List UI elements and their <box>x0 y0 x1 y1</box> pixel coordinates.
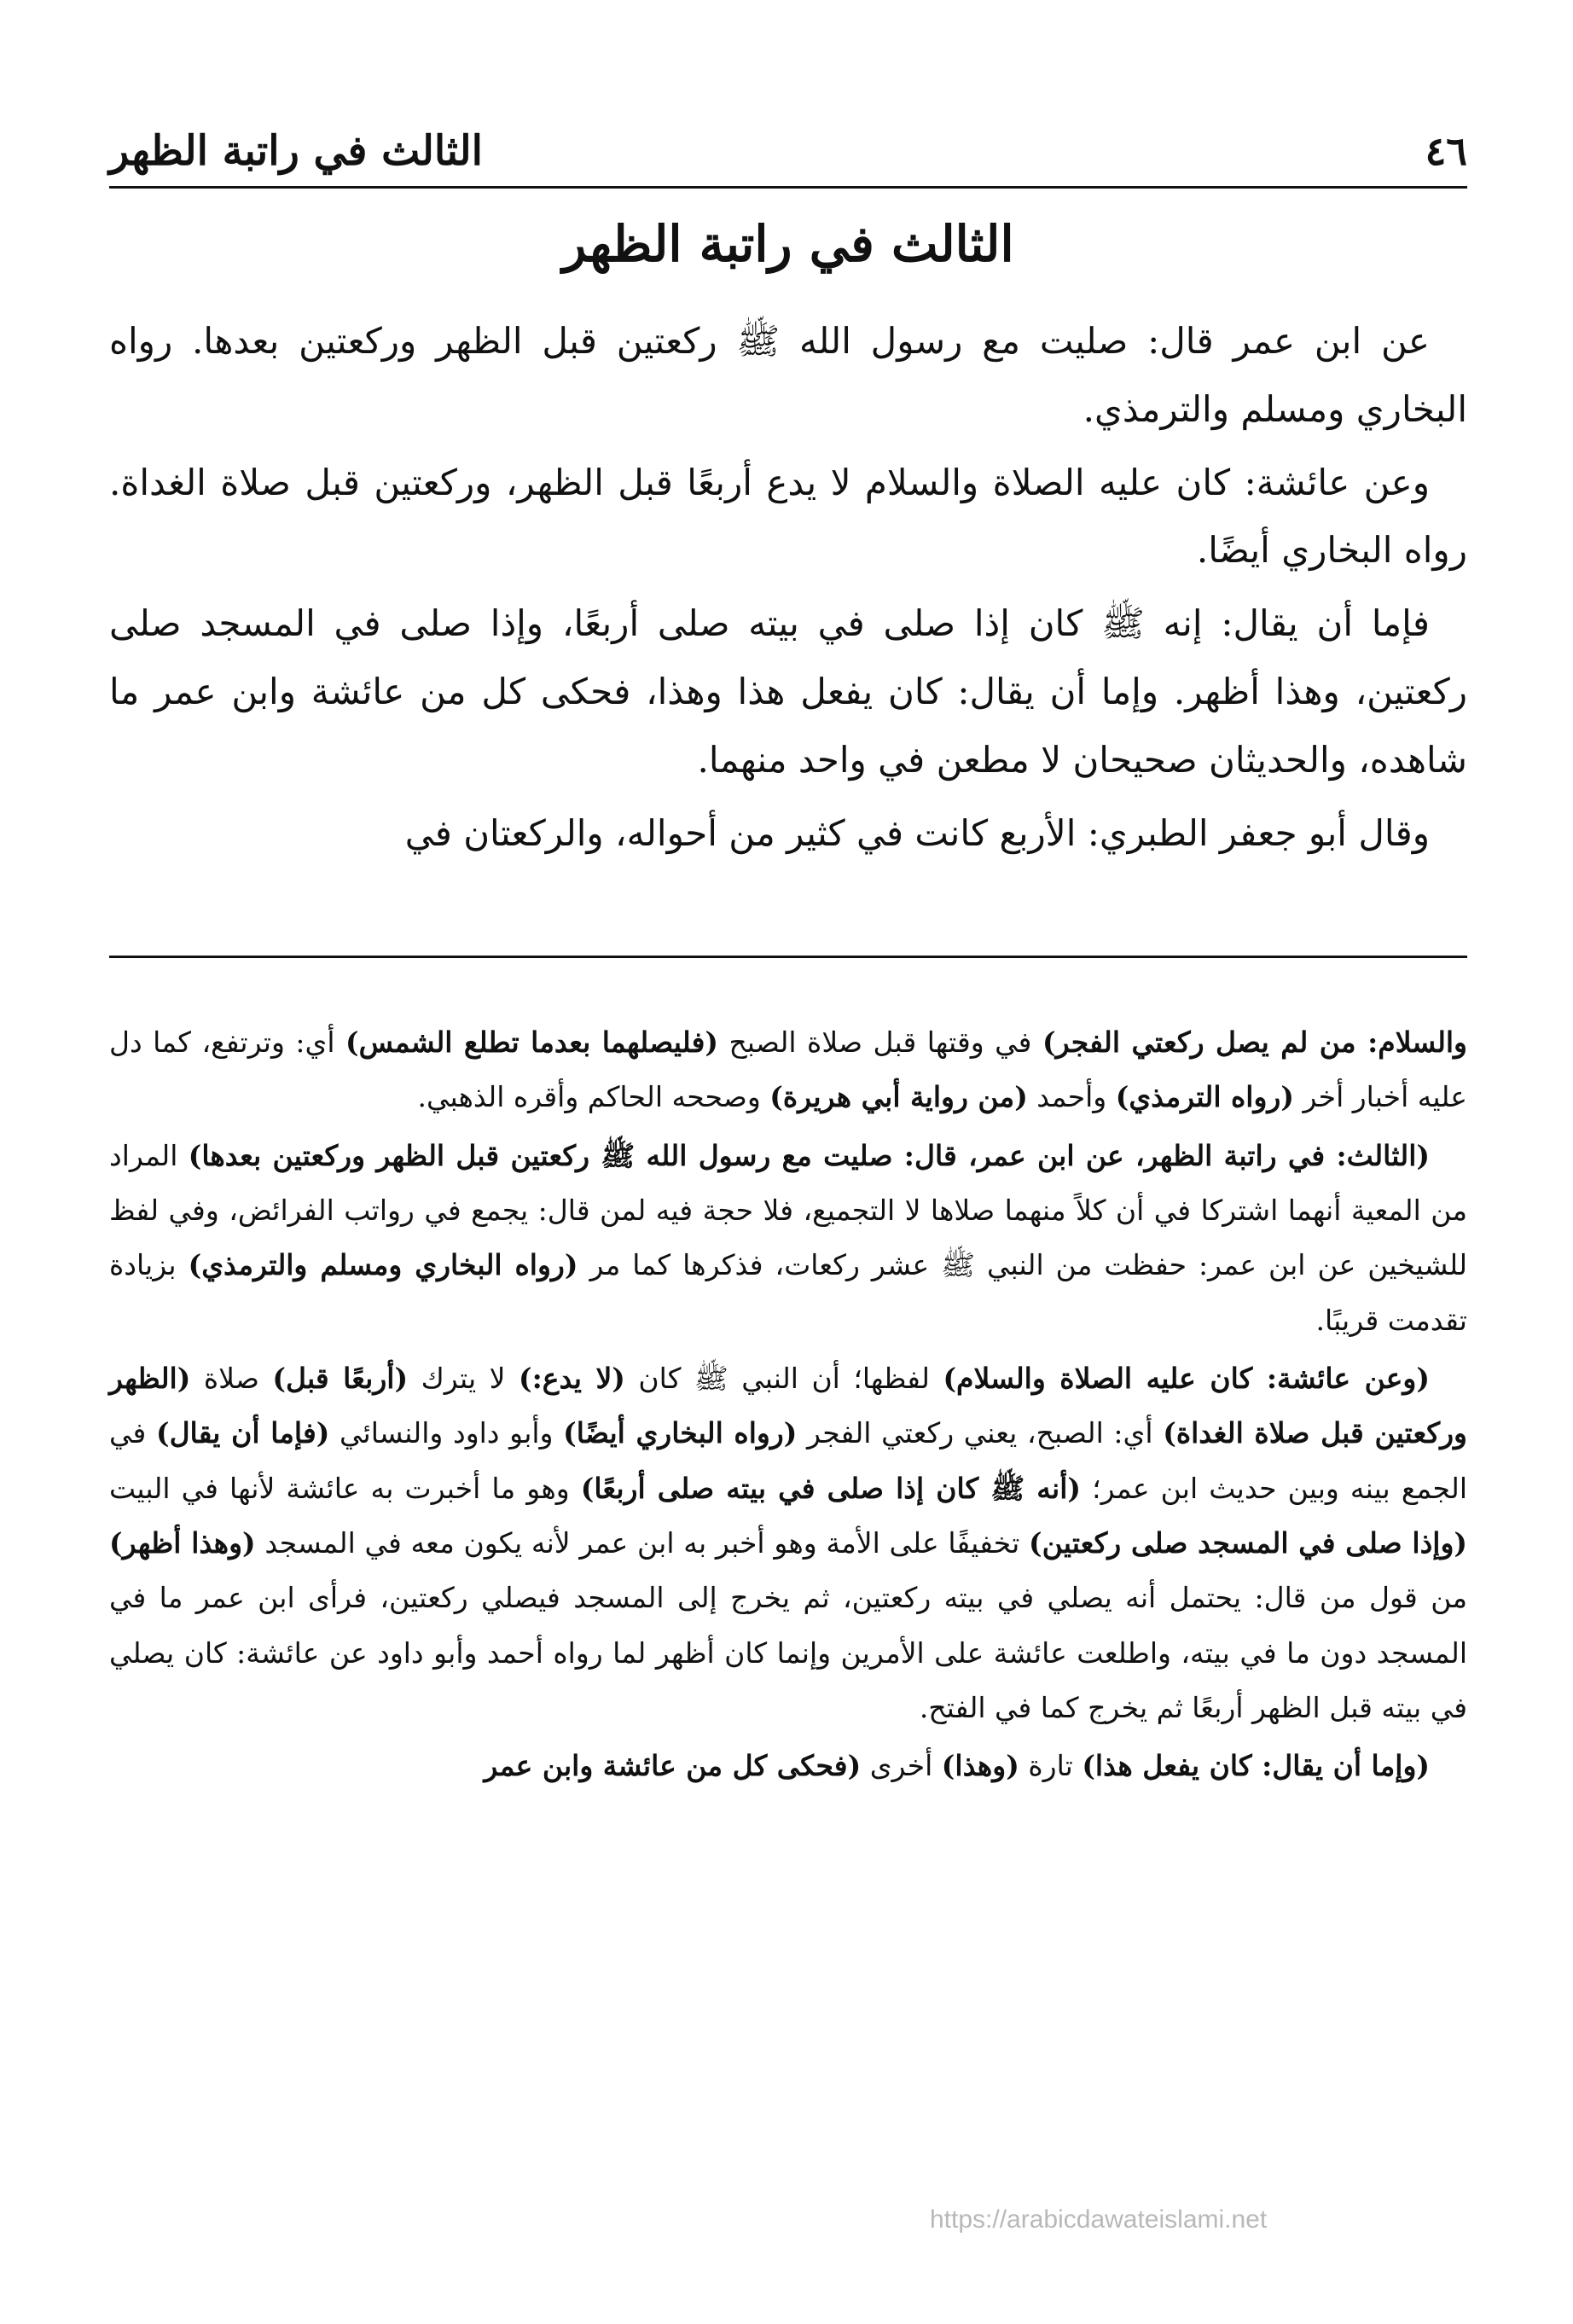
quoted-text: (فليصلهما بعدما تطلع الشمس) <box>345 1025 718 1059</box>
commentary-span: صلاة <box>190 1362 273 1396</box>
commentary-span: المراد من المعية أنهما اشتركا في أن كلاً منهما صلاها لا التجميع، فلا حجة فيه لمن قال: يجمع في رواتب الفرائض، وفي لفظ للشيخين عن ابن عمر: حفظت من النبي ﷺ عشر ركعات، فذكرها كما مر <box>109 1138 1467 1282</box>
quoted-text: (رواه البخاري أيضًا) <box>563 1416 798 1450</box>
quoted-text: (الثالث: في راتبة الظهر، عن ابن عمر، قال: صليت مع رسول الله ﷺ ركعتين قبل الظهر وركعتين بعدها) <box>188 1138 1430 1172</box>
main-text <box>109 307 1467 872</box>
page-header <box>109 121 1467 181</box>
quoted-text: (من رواية أبي هريرة) <box>769 1080 1028 1114</box>
page-number: ٤٦ <box>1425 128 1467 174</box>
main-paragraph: فإما أن يقال: إنه ﷺ كان إذا صلى في بيته صلى أربعًا، وإذا صلى في المسجد صلى ركعتين، وهذا أظهر. وإما أن يقال: كان يفعل هذا وهذا، فحكى كل من عائشة وابن عمر ما شاهده، والحديثان صحيحان لا مطعن في واحد منهما. <box>109 602 1467 781</box>
watermark-url: https://arabicdawateislami.net <box>930 2205 1268 2234</box>
main-paragraph: عن ابن عمر قال: صليت مع رسول الله ﷺ ركعتين قبل الظهر وركعتين بعدها. رواه البخاري ومسلم والترمذي. <box>109 320 1467 430</box>
commentary-span: تارة <box>1019 1749 1083 1783</box>
quoted-text: (وعن عائشة: كان عليه الصلاة والسلام) <box>943 1362 1430 1396</box>
quoted-text: (أنه ﷺ كان إذا صلى في بيته صلى أربعًا) <box>580 1471 1081 1505</box>
commentary-span: لا يترك <box>408 1362 519 1396</box>
main-paragraph: وقال أبو جعفر الطبري: الأربع كانت في كثير من أحواله، والركعتان في <box>404 811 1430 854</box>
quoted-text: (الظهر وركعتين قبل صلاة الغداة) <box>109 1362 1467 1450</box>
quoted-text: (وهذا أظهر) <box>109 1526 256 1560</box>
quoted-text: (وهذا) <box>941 1749 1019 1783</box>
main-paragraph: وعن عائشة: كان عليه الصلاة والسلام لا يدع أربعًا قبل الظهر، وركعتين قبل صلاة الغداة. رواه البخاري أيضًا. <box>109 461 1467 572</box>
quoted-text: (وإما أن يقال: كان يفعل هذا) <box>1082 1749 1430 1783</box>
commentary-span: وهو ما أخبرت به عائشة لأنها في البيت <box>109 1471 581 1505</box>
section-divider <box>109 956 1467 958</box>
commentary-paragraph <box>109 1739 1467 1793</box>
commentary-span: في الجمع بينه وبين حديث ابن عمر؛ <box>109 1416 1467 1505</box>
quoted-text: (لا يدع:) <box>518 1362 625 1396</box>
commentary-span: لفظها؛ أن النبي ﷺ كان <box>624 1362 943 1396</box>
commentary-span: أي: الصبح، يعني ركعتي الفجر <box>797 1416 1164 1450</box>
commentary-span: وأبو داود والنسائي <box>329 1416 564 1450</box>
commentary-span: بزيادة تقدمت قريبًا. <box>109 1248 1467 1337</box>
commentary-span: من قول من قال: يحتمل أنه يصلي في بيته ركعتين، ثم يخرج إلى المسجد فيصلي ركعتين، فرأى ابن عمر ما في المسجد دون ما في بيته، واطلعت عائشة على الأمرين وإنما كان أظهر لما رواه أحمد وأبو داود عن عائشة: كان يصلي في بيته قبل الظهر أربعًا ثم يخرج كما في الفتح. <box>109 1581 1467 1725</box>
commentary-paragraph <box>109 1351 1467 1735</box>
quoted-text: والسلام: من لم يصل ركعتي الفجر) <box>1042 1025 1467 1059</box>
commentary-span: وأحمد <box>1027 1080 1116 1114</box>
header-rule <box>109 186 1467 189</box>
commentary-span: في وقتها قبل صلاة الصبح <box>717 1025 1042 1059</box>
commentary-paragraph <box>109 1015 1467 1125</box>
commentary-span: أخرى <box>861 1749 942 1783</box>
commentary-paragraph <box>109 1129 1467 1348</box>
quoted-text: (أربعًا قبل) <box>272 1362 409 1396</box>
quoted-text: (فإما أن يقال) <box>155 1416 330 1450</box>
commentary-span: وصححه الحاكم وأقره الذهبي. <box>417 1080 770 1114</box>
commentary-text <box>109 1015 1467 1798</box>
book-page <box>109 102 1467 2286</box>
running-title: الثالث في راتبة الظهر <box>109 127 483 175</box>
quoted-text: (وإذا صلى في المسجد صلى ركعتين) <box>1029 1526 1467 1560</box>
quoted-text: (فحكى كل من عائشة وابن عمر <box>484 1749 862 1783</box>
commentary-span: تخفيفًا على الأمة وهو أخبر به ابن عمر لأنه يكون معه في المسجد <box>255 1526 1029 1560</box>
quoted-text: (رواه البخاري ومسلم والترمذي) <box>188 1248 578 1282</box>
section-title: الثالث في راتبة الظهر <box>562 215 1014 273</box>
quoted-text: (رواه الترمذي) <box>1115 1080 1294 1114</box>
commentary-span: أي: وترتفع، كما دل عليه أخبار أخر <box>109 1025 1467 1114</box>
